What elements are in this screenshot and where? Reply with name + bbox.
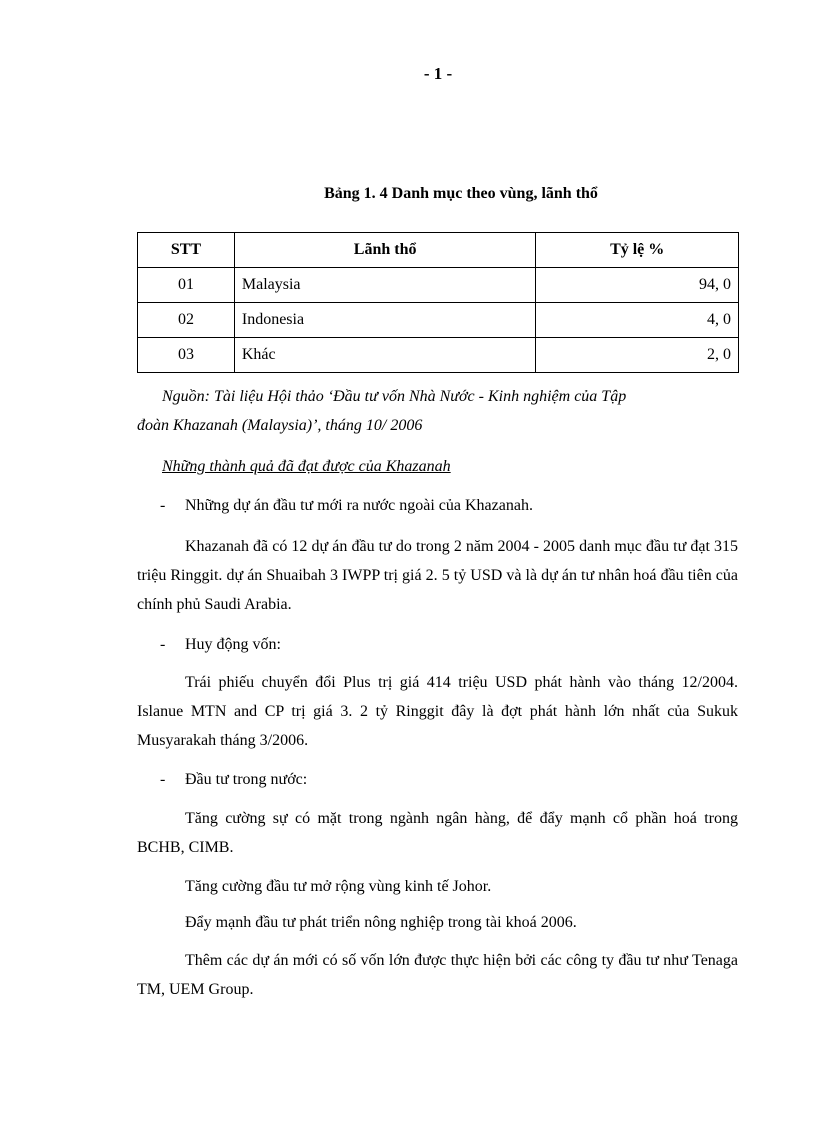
- source-line-1: Nguồn: Tài liệu Hội thảo ‘Đầu tư vốn Nhà Nước - Kinh nghiệm của Tập: [162, 388, 627, 405]
- cell-stt: 03: [138, 338, 235, 373]
- header-stt: STT: [138, 233, 235, 268]
- territory-table: [137, 232, 739, 373]
- bullet-text: Những dự án đầu tư mới ra nước ngoài của Khazanah.: [185, 497, 533, 514]
- bullet-text: Huy động vốn:: [185, 636, 281, 653]
- dash-bullet-icon: -: [160, 497, 166, 514]
- bullet-item: [160, 771, 307, 789]
- paragraph: Trái phiếu chuyển đổi Plus trị giá 414 triệu USD phát hành vào tháng 12/2004. Islanue MTN and CP trị giá 3. 2 tỷ Ringgit đây là đợt phát hành lớn nhất của Sukuk Musyarakah tháng 3/2006.: [137, 674, 738, 749]
- table-row: [138, 303, 739, 338]
- table-row: [138, 268, 739, 303]
- cell-ratio: 2, 0: [536, 338, 739, 373]
- cell-territory: Malaysia: [234, 268, 535, 303]
- paragraph: Thêm các dự án mới có số vốn lớn được thực hiện bởi các công ty đầu tư như Tenaga TM, UEM Group.: [137, 952, 738, 998]
- table-source-note: [137, 382, 737, 440]
- paragraph: Đẩy mạnh đầu tư phát triển nông nghiệp trong tài khoá 2006.: [185, 914, 577, 931]
- table-row: [138, 338, 739, 373]
- cell-territory: Khác: [234, 338, 535, 373]
- header-territory: Lãnh thổ: [234, 233, 535, 268]
- source-line-2: đoàn Khazanah (Malaysia)’, tháng 10/ 2006: [137, 417, 423, 434]
- cell-ratio: 94, 0: [536, 268, 739, 303]
- bullet-item: [160, 636, 281, 654]
- bullet-item: [160, 497, 533, 515]
- section-heading: Những thành quả đã đạt được của Khazanah: [162, 458, 451, 475]
- paragraph: Khazanah đã có 12 dự án đầu tư do trong 2 năm 2004 - 2005 danh mục đầu tư đạt 315 triệu Ringgit. dự án Shuaibah 3 IWPP trị giá 2. 5 tỷ USD và là dự án tư nhân hoá đầu tiên của chính phủ Saudi Arabia.: [137, 538, 738, 613]
- cell-ratio: 4, 0: [536, 303, 739, 338]
- dash-bullet-icon: -: [160, 771, 166, 788]
- cell-territory: Indonesia: [234, 303, 535, 338]
- table-caption: Bảng 1. 4 Danh mục theo vùng, lãnh thổ: [324, 185, 598, 202]
- header-ratio: Tỷ lệ %: [536, 233, 739, 268]
- dash-bullet-icon: -: [160, 636, 166, 653]
- paragraph: Tăng cường đầu tư mở rộng vùng kinh tế Johor.: [185, 878, 492, 895]
- cell-stt: 02: [138, 303, 235, 338]
- cell-stt: 01: [138, 268, 235, 303]
- bullet-text: Đầu tư trong nước:: [185, 771, 308, 788]
- table-header-row: [138, 233, 739, 268]
- paragraph: Tăng cường sự có mặt trong ngành ngân hàng, để đẩy mạnh cổ phần hoá trong BCHB, CIMB.: [137, 810, 738, 856]
- page-number: - 1 -: [423, 64, 453, 83]
